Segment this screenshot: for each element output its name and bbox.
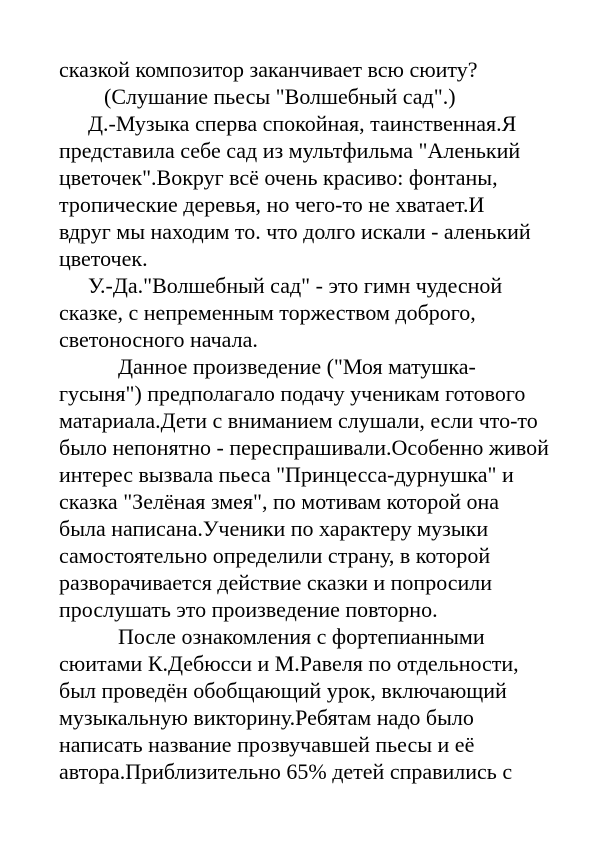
text-line: представила себе сад из мультфильма "Аленький [59,138,521,163]
text-line: сказкой композитор заканчивает всю сюиту? [59,57,478,82]
text-line: был проведён обобщающий урок, включающий [59,678,507,703]
text-line: У.-Да."Волшебный сад" - это гимн чудесной [88,273,503,298]
text-line: было непонятно - переспрашивали.Особенно живой [59,435,549,460]
text-line: интерес вызвала пьеса "Принцесса-дурнушка" и [59,462,514,487]
text-line: сказка "Зелёная змея", по мотивам которой она [59,489,500,514]
text-line: Д.-Музыка сперва спокойная, таинственная.Я [88,111,517,136]
text-line: вдруг мы находим то. что долго искали - аленький [59,219,531,244]
text-line: самостоятельно определили страну, в которой [59,543,491,568]
text-line: тропические деревья, но чего-то не хватает.И [59,192,485,217]
text-line: разворачивается действие сказки и попросили [59,570,493,595]
text-line: цветочек. [59,246,148,271]
text-line: гусыня") предполагало подачу ученикам готового [59,381,526,406]
text-line: Данное произведение ("Моя матушка- [118,354,476,379]
text-line: После ознакомления с фортепианными [118,624,485,649]
text-line: прослушать это произведение повторно. [59,597,438,622]
text-line: светоносного начала. [59,327,258,352]
text-line: написать название прозвучавшей пьесы и её [59,732,475,757]
text-line: была написана.Ученики по характеру музыки [59,516,489,541]
text-line: автора.Приблизительно 65% детей справились с [59,759,513,784]
text-line: матариала.Дети с вниманием слушали, если что-то [59,408,538,433]
text-line: сюитами К.Дебюсси и М.Равеля по отдельности, [59,651,519,676]
text-line: музыкальную викторину.Ребятам надо было [59,705,474,730]
text-line: сказке, с непременным торжеством доброго, [59,300,476,325]
text-line: (Слушание пьесы "Волшебный сад".) [104,84,456,109]
text-line: цветочек".Вокруг всё очень красиво: фонтаны, [59,165,498,190]
